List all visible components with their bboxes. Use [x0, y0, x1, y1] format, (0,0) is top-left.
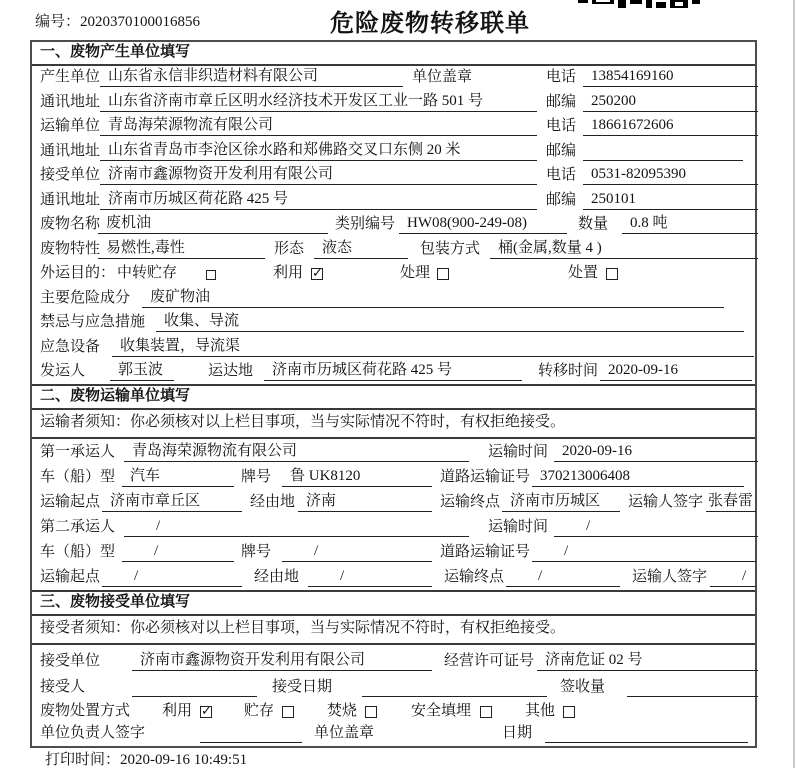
- producer-address-label: 通讯地址: [40, 94, 101, 110]
- time2-label: 运输时间: [488, 519, 549, 535]
- via1-label: 经由地: [250, 494, 296, 510]
- purpose-option-use-label: 利用: [273, 265, 304, 281]
- page-edge: [793, 0, 795, 768]
- section3-notice-row: [32, 616, 755, 645]
- receiver-address-label: 通讯地址: [40, 192, 101, 208]
- vehicle1-value: 汽车: [122, 464, 234, 487]
- receiver-postcode-value: 250101: [583, 191, 758, 210]
- manifest-form: [30, 40, 757, 748]
- transfer-time-value: 2020-09-16: [600, 362, 752, 381]
- section2-notice: 运输者须知：你必须核对以上栏目事项，当与实际情况不符时，有权拒绝接受。: [40, 414, 566, 430]
- category-value: HW08(900-249-08): [399, 215, 567, 234]
- plate1-label: 牌号: [241, 469, 272, 485]
- responsible-signer-value: [200, 741, 302, 743]
- section1-header: [32, 42, 755, 66]
- origin2-value: /: [102, 568, 242, 587]
- row-recipient: [32, 674, 755, 700]
- vehicle2-label: 车（船）型: [40, 544, 116, 560]
- purpose-option-transfer-label: 中转贮存: [117, 265, 178, 281]
- print-time-value: 2020-09-16 10:49:51: [120, 752, 248, 768]
- transporter-value: 青岛海荣源物流有限公司: [100, 113, 537, 136]
- end2-value: /: [506, 568, 620, 587]
- amount-label: 签收量: [560, 679, 606, 695]
- accept-unit-value: 济南市鑫源物资开发利用有限公司: [132, 648, 432, 671]
- destination-value: 济南市历城区荷花路 425 号: [264, 358, 522, 381]
- shipper-label: 发运人: [40, 363, 86, 379]
- form-value: 液态: [314, 236, 408, 259]
- amount-value: [627, 695, 758, 697]
- waste-name-label: 废物名称: [40, 216, 101, 232]
- row-vehicle2: [32, 540, 755, 565]
- row-receiver: [32, 164, 755, 188]
- destination-label: 运达地: [208, 363, 254, 379]
- transporter-address-label: 通讯地址: [40, 143, 101, 159]
- transfer-time-label: 转移时间: [538, 363, 599, 379]
- accept-date-value: [362, 695, 547, 697]
- row-transporter: [32, 115, 755, 139]
- row-emergency: [32, 311, 755, 335]
- disposal-option-use-label: 利用: [162, 703, 193, 719]
- quantity-label: 数量: [578, 216, 609, 232]
- print-time-label: 打印时间：: [45, 752, 121, 768]
- recipient-label: 接受人: [40, 679, 86, 695]
- characteristics-label: 废物特性: [40, 241, 101, 257]
- carrier2-label: 第二承运人: [40, 519, 116, 535]
- sign1-value: 张春雷: [706, 489, 756, 512]
- origin1-label: 运输起点: [40, 494, 101, 510]
- sign-date-label: 日期: [502, 725, 533, 741]
- receiver-address-value: 济南市历城区荷花路 425 号: [100, 187, 537, 210]
- sign2-value: /: [710, 568, 756, 587]
- row-accept-unit: [32, 645, 755, 674]
- producer-seal-label: 单位盖章: [412, 69, 473, 85]
- receiver-label: 接受单位: [40, 167, 101, 183]
- row-producer: [32, 66, 755, 90]
- sign2-label: 运输人签字: [632, 569, 708, 585]
- packaging-value: 桶(金属,数量 4 ): [490, 236, 758, 259]
- serial-value: 2020370100016856: [80, 14, 201, 30]
- emergency-label: 禁忌与应急措施: [40, 314, 146, 330]
- producer-label: 产生单位: [40, 69, 101, 85]
- disposal-option-other-checkbox: [563, 706, 575, 718]
- section1-title: 一、废物产生单位填写: [40, 43, 191, 60]
- section2-notice-row: [32, 410, 755, 439]
- section2-title: 二、废物运输单位填写: [40, 387, 191, 404]
- receiver-value: 济南市鑫源物资开发利用有限公司: [100, 162, 537, 185]
- via2-value: /: [308, 568, 432, 587]
- purpose-option-dispose-label: 处置: [568, 265, 599, 281]
- transporter-postcode-value: [583, 159, 743, 161]
- producer-postcode-label: 邮编: [546, 94, 577, 110]
- sign1-label: 运输人签字: [628, 494, 704, 510]
- row-route2: [32, 565, 755, 590]
- row-shipper: [32, 360, 755, 384]
- serial-label: 编号：: [35, 14, 81, 30]
- section3-notice: 接受者须知：你必须核对以上栏目事项，当与实际情况不符时，有权拒绝接受。: [40, 620, 566, 636]
- via2-label: 经由地: [254, 569, 300, 585]
- end2-label: 运输终点: [444, 569, 505, 585]
- purpose-option-transfer-checkbox: [206, 270, 216, 280]
- sign-date-value: [545, 741, 748, 743]
- accept-date-label: 接受日期: [272, 679, 333, 695]
- row-route1: [32, 490, 755, 515]
- hazard-value: 废矿物油: [142, 285, 724, 308]
- producer-value: 山东省永信非织造材料有限公司: [100, 64, 403, 87]
- receiver-phone-value: 0531-82095390: [583, 166, 758, 185]
- disposal-option-store-checkbox: [282, 706, 294, 718]
- page-title: 危险废物转移联单: [330, 10, 530, 37]
- disposal-label: 废物处置方式: [40, 703, 131, 719]
- receiver-phone-label: 电话: [546, 167, 577, 183]
- row-equipment: [32, 335, 755, 360]
- row-vehicle1: [32, 465, 755, 490]
- emergency-value: 收集、导流: [156, 309, 744, 332]
- disposal-option-incinerate-checkbox: [365, 706, 377, 718]
- vehicle2-value: /: [122, 543, 234, 562]
- accept-unit-label: 接受单位: [40, 653, 101, 669]
- plate2-label: 牌号: [241, 544, 272, 560]
- shipper-value: 郭玉波: [110, 358, 174, 381]
- row-producer-address: [32, 90, 755, 115]
- disposal-option-store-label: 贮存: [244, 703, 275, 719]
- hazard-label: 主要危险成分: [40, 290, 131, 306]
- packaging-label: 包装方式: [420, 241, 481, 257]
- disposal-option-landfill-checkbox: [480, 706, 492, 718]
- plate2-value: /: [282, 543, 432, 562]
- responsible-signer-label: 单位负责人签字: [40, 725, 146, 741]
- purpose-option-treat-checkbox: [437, 268, 449, 280]
- purpose-option-use-checkbox: [311, 268, 323, 280]
- equipment-label: 应急设备: [40, 339, 101, 355]
- license1-label: 道路运输证号: [440, 469, 531, 485]
- print-time: [45, 748, 247, 769]
- license2-label: 道路运输证号: [440, 544, 531, 560]
- recipient-value: [132, 695, 257, 697]
- qr-code-fragment-icon: [578, 0, 700, 10]
- vehicle1-label: 车（船）型: [40, 469, 116, 485]
- end1-value: 济南市历城区: [502, 489, 620, 512]
- transporter-phone-label: 电话: [546, 118, 577, 134]
- disposal-option-other-label: 其他: [525, 703, 556, 719]
- characteristics-value: 易燃性,毒性: [98, 236, 265, 259]
- producer-phone-label: 电话: [546, 69, 577, 85]
- transporter-address-value: 山东省青岛市李沧区徐水路和郑佛路交叉口东侧 20 米: [100, 138, 537, 161]
- producer-postcode-value: 250200: [583, 93, 758, 112]
- producer-phone-value: 13854169160: [583, 68, 758, 87]
- disposal-option-use-checkbox: [200, 706, 212, 718]
- row-responsible-sign: [32, 724, 755, 746]
- row-waste-name: [32, 213, 755, 237]
- origin2-label: 运输起点: [40, 569, 101, 585]
- section3-title: 三、废物接受单位填写: [40, 593, 191, 610]
- time1-value: 2020-09-16: [554, 443, 758, 462]
- time2-value: /: [554, 518, 758, 537]
- transporter-phone-value: 18661672606: [583, 117, 758, 136]
- category-label: 类别编号: [335, 216, 396, 232]
- row-hazard: [32, 286, 755, 311]
- origin1-value: 济南市章丘区: [102, 489, 242, 512]
- purpose-option-treat-label: 处理: [400, 265, 431, 281]
- row-characteristics: [32, 237, 755, 262]
- carrier1-label: 第一承运人: [40, 444, 116, 460]
- row-carrier1: [32, 439, 755, 465]
- unit-seal-label: 单位盖章: [314, 725, 375, 741]
- row-transporter-address: [32, 139, 755, 164]
- quantity-value: 0.8 吨: [622, 211, 758, 234]
- serial-number: [35, 10, 200, 31]
- disposal-option-landfill-label: 安全填埋: [411, 703, 472, 719]
- disposal-option-incinerate-label: 焚烧: [327, 703, 358, 719]
- producer-address-value: 山东省济南市章丘区明水经济技术开发区工业一路 501 号: [100, 89, 537, 112]
- section3-header: [32, 590, 755, 616]
- row-purpose: [32, 262, 755, 286]
- carrier2-value: /: [124, 518, 469, 537]
- end1-label: 运输终点: [440, 494, 501, 510]
- purpose-option-dispose-checkbox: [606, 268, 618, 280]
- plate1-value: 鲁 UK8120: [282, 464, 432, 487]
- permit-label: 经营许可证号: [444, 653, 535, 669]
- permit-value: 济南危证 02 号: [537, 648, 758, 671]
- section2-header: [32, 384, 755, 410]
- time1-label: 运输时间: [488, 444, 549, 460]
- row-carrier2: [32, 515, 755, 540]
- waste-name-value: 废机油: [98, 211, 328, 234]
- equipment-value: 收集装置，导流渠: [112, 334, 754, 357]
- carrier1-value: 青岛海荣源物流有限公司: [124, 439, 469, 462]
- purpose-label: 外运目的：: [40, 265, 116, 281]
- via1-value: 济南: [298, 489, 432, 512]
- license1-value: 370213006408: [532, 468, 744, 487]
- row-receiver-address: [32, 188, 755, 213]
- transporter-label: 运输单位: [40, 118, 101, 134]
- receiver-postcode-label: 邮编: [546, 192, 577, 208]
- form-label: 形态: [274, 241, 305, 257]
- transporter-postcode-label: 邮编: [546, 143, 577, 159]
- license2-value: /: [532, 543, 756, 562]
